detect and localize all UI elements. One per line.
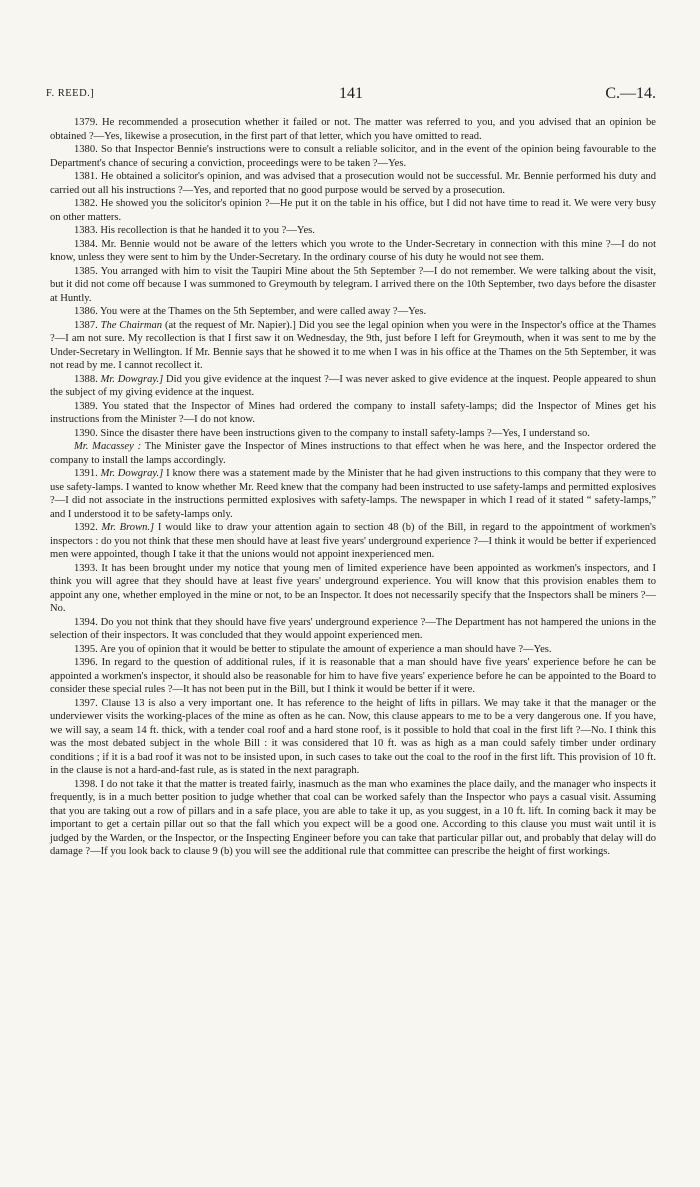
paragraph-1381: [50, 170, 656, 197]
paragraph-text: Do you not think that they should have five years' underground experience ?—The Department has not hampered the unions in the selection of their inspectors. It was concluded that they would appoint experienced men.: [50, 616, 656, 641]
paragraph-text: In regard to the question of additional rules, if it is reasonable that a man should have five years' experience before he can be appointed a workmen's inspector, it should also be reasonable for him to have five years' experience before he can be appointed to the Board to consider these special rules ?—It has not been put in the Bill, but I think it would be better if it were.: [50, 657, 656, 695]
paragraph-1389: [50, 400, 656, 427]
paragraph-1386: [50, 305, 656, 319]
paragraph-text: His recollection is that he handed it to you ?—Yes.: [100, 225, 315, 236]
paragraph-1393: [50, 562, 656, 616]
page-number: 141: [339, 85, 363, 102]
paragraph-1387: [50, 319, 656, 373]
paragraph-1394: [50, 616, 656, 643]
paragraph-number: 1386.: [74, 306, 98, 317]
paragraph-1384: [50, 238, 656, 265]
paragraph-number: 1392.: [74, 522, 98, 533]
paragraph-1380: [50, 143, 656, 170]
paragraph-number: 1397.: [74, 697, 98, 709]
paragraph-number: 1379.: [74, 117, 98, 128]
paragraph-number: 1394.: [74, 616, 98, 628]
paragraph-number: 1391.: [74, 468, 98, 479]
paragraph-number: 1380.: [74, 144, 98, 155]
speaker-name: Mr. Macassey :: [74, 441, 142, 452]
document-reference: C.—14.: [605, 85, 656, 102]
paragraph-number: 1385.: [74, 265, 98, 277]
paragraph-text: It has been brought under my notice that young men of limited experience have been appointed as workmen's inspectors, and I think you will agree that they should have at least five years' underground experience. You will know that this provision enables them to appoint any one, whether employed in the mine or not, to be an Inspector. It does not necessarily specify that the Inspectors shall be miners ?—No.: [50, 562, 656, 614]
paragraph-text: You stated that the Inspector of Mines had ordered the company to install safety-lamps; did the Inspector of Mines get his instructions from the Minister ?—I do not know.: [50, 400, 656, 425]
paragraph-text: The Minister gave the Inspector of Mines instructions to that effect when he was here, and the Inspector ordered the company to install the lamps accordingly.: [50, 441, 656, 466]
header-author: F. REED.]: [46, 88, 95, 99]
paragraph-1398: [50, 778, 656, 859]
paragraph-1390: [50, 427, 656, 441]
paragraph-text: You arranged with him to visit the Taupiri Mine about the 5th September ?—I do not remember. We were talking about the visit, but it did not come off because I was summoned to Greymouth by telegram. I arrived there on the 10th September, two days before the disaster at Huntly.: [50, 265, 656, 304]
paragraph-number: 1396.: [74, 657, 98, 668]
page-header: [46, 85, 656, 108]
paragraph-text: He obtained a solicitor's opinion, and was advised that a prosecution would not be successful. Mr. Bennie performed his duty and carried out all his instructions ?—Yes, and reported that no good purpose would be served by a prosecution.: [50, 171, 657, 196]
paragraph-text: I do not take it that the matter is treated fairly, inasmuch as the man who examines the place daily, and the manager who inspects it frequently, is in a much better position to judge whether that coal can be worked safely than the Inspector who pays a casual visit. Assuming that you are taking out a row of pillars and in a safe place, you are able to take it up, as you suggest, in a 10 ft. lift. In coming back it may be important to get a certain pillar out so that the fall which you expect will be a good one. According to this clause you must wait until it is judged by the Warden, or the Inspector, or the Inspecting Engineer before you can take that particular pillar out, and probably that delay will do damage ?—If you look back to clause 9 (b) you will see the additional rule that committee can prescribe the height of first workings.: [50, 778, 656, 857]
paragraph-number: 1381.: [74, 171, 98, 182]
paragraph-1385: [50, 265, 656, 306]
paragraph-number: 1390.: [74, 427, 98, 439]
speaker-name: Mr. Brown.]: [101, 522, 155, 533]
paragraph-text: I know there was a statement made by the Minister that he had given instructions to this company that they were to use safety-lamps. I wanted to know whether Mr. Reed knew that the company had been instructed to use safety-lamps and permitted explosives ?—I did not associate in the instructions permitted explosives with safety-lamps. The newspaper in which I read of it stated “ safety-lamps,” and I understood it to be safety-lamps only.: [50, 468, 657, 520]
paragraph-number: 1395.: [74, 643, 98, 655]
speaker-name: The Chairman: [100, 319, 163, 331]
paragraph-text: I would like to draw your attention again to section 48 (b) of the Bill, in regard to the appointment of workmen's inspectors : do you not think that these men should have at least five years' underground experience ?—I think it would be better if experienced men were appointed, though I take it that the unions would not appoint inexperienced men.: [50, 522, 656, 560]
paragraph-text: Did you give evidence at the inquest ?—I was never asked to give evidence at the inquest. People appeared to shun the subject of my giving evidence at the inquest.: [50, 373, 656, 398]
paragraph-number: 1389.: [74, 400, 98, 412]
paragraph-number: 1393.: [74, 562, 98, 574]
paragraph-number: 1383.: [74, 225, 98, 236]
paragraph-text: (at the request of Mr. Napier).] Did you see the legal opinion when you were in the Inspector's office at the Thames ?—I am not sure. My recollection is that I first saw it on Wednesday, the 9th, just before I left for Greymouth, when it was sent to me by the Under-Secretary in Wellington. If Mr. Bennie says that he showed it to me when I was in his office at the Thames on the 5th September, it was not read by me. I cannot recollect it.: [50, 319, 656, 371]
document-body: [50, 116, 656, 859]
paragraph-text: Are you of opinion that it would be better to stipulate the amount of experience a man should have ?—Yes.: [99, 643, 552, 655]
speaker-name: Mr. Dowgray.]: [100, 468, 164, 479]
paragraph-text: Clause 13 is also a very important one. It has reference to the height of lifts in pillars. We may take it that the manager or the underviewer visits the working-places of the mine as often as he can. Now, this clause appears to me to be a very dangerous one. If you have, we will say, a seam 14 ft. thick, with a tender coal roof and a hard stone roof, is it possible to hold that coal in the first lift ?—No. I think this was the most debated subject in the whole Bill : it was considered that 10 ft. was as high as a man could safely timber under ordinary conditions ; if it is a bad roof it was not to be insisted upon, in such cases to take out the coal to the roof in the first lift. This provision of 10 ft. in the clause is not a hard-and-fast rule, as is stated in the next paragraph.: [50, 697, 657, 776]
paragraph-1382: [50, 197, 656, 224]
paragraph-macassey: [50, 440, 656, 467]
paragraph-1392: [50, 521, 656, 562]
paragraph-1396: [50, 656, 656, 697]
paragraph-1388: [50, 373, 656, 400]
paragraph-text: He showed you the solicitor's opinion ?—He put it on the table in his office, but I did not have time to read it. We were very busy on other matters.: [50, 198, 657, 223]
paragraph-1383: [50, 224, 656, 238]
paragraph-text: You were at the Thames on the 5th September, and were called away ?—Yes.: [99, 306, 427, 317]
paragraph-1395: [50, 643, 656, 657]
paragraph-text: Mr. Bennie would not be aware of the letters which you wrote to the Under-Secretary in connection with this mine ?—I do not know, unless they were sent to him by the Under-Secretary. In the ordinary course of his duty he would not see them.: [50, 238, 656, 263]
paragraph-text: He recommended a prosecution whether it failed or not. The matter was referred to you, and you advised that an opinion be obtained ?—Yes, likewise a prosecution, in the first part of that letter, which you have omitted to read.: [50, 117, 656, 142]
paragraph-1397: [50, 697, 656, 778]
paragraph-number: 1384.: [74, 238, 98, 250]
paragraph-1379: [50, 116, 656, 143]
paragraph-text: Since the disaster there have been instructions given to the company to install safety-lamps ?—Yes, I understand so.: [100, 427, 590, 439]
paragraph-number: 1387.: [74, 319, 98, 331]
paragraph-number: 1382.: [74, 198, 98, 209]
speaker-name: Mr. Dowgray.]: [100, 373, 164, 385]
paragraph-text: So that Inspector Bennie's instructions were to consult a reliable solicitor, and in the event of the opinion being favourable to the Department's chance of securing a conviction, proceedings were to be taken ?—Yes.: [50, 144, 656, 169]
paragraph-number: 1398.: [74, 778, 98, 790]
paragraph-1391: [50, 467, 656, 521]
paragraph-number: 1388.: [74, 373, 98, 385]
